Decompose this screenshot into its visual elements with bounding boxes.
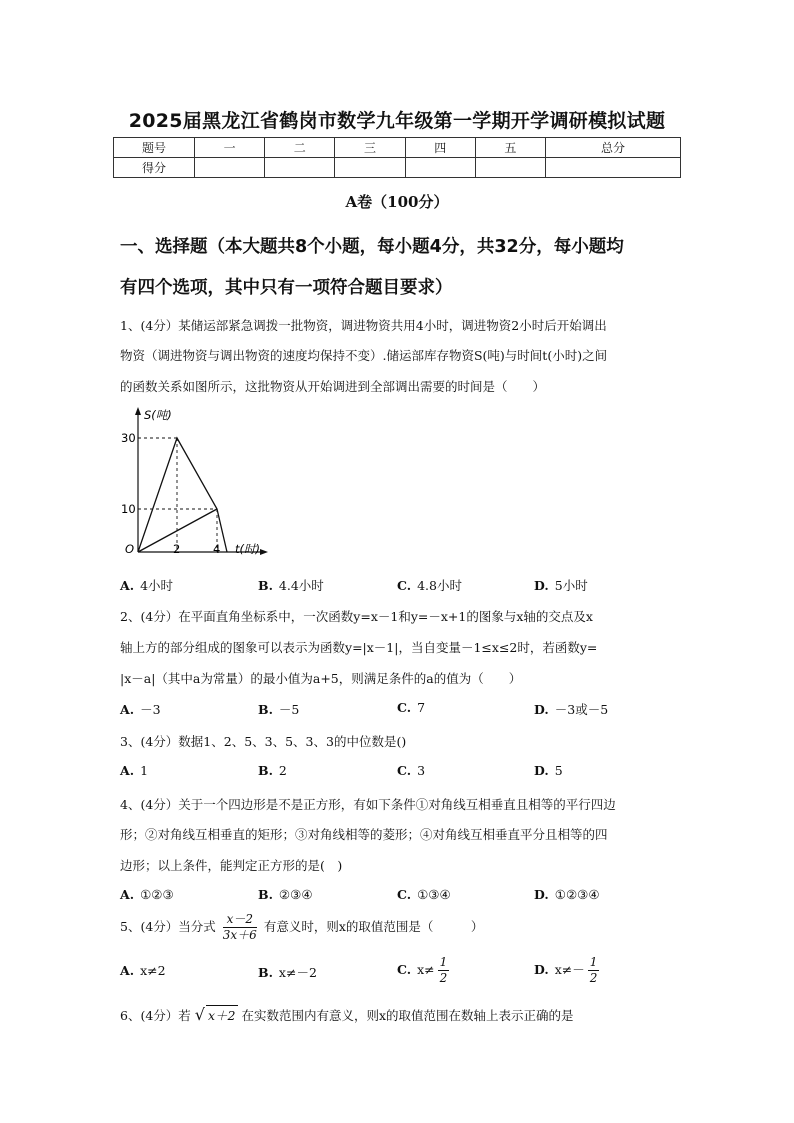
sqrt-radicand: x＋2 bbox=[206, 1005, 238, 1024]
question-2-options bbox=[120, 700, 680, 720]
option-text: 4小时 bbox=[140, 578, 174, 593]
option-c: C. 4.8小时 bbox=[397, 578, 462, 593]
y-axis-arrow-icon bbox=[135, 407, 141, 415]
option-text: ①②③④ bbox=[554, 887, 600, 902]
option-text: 4.4小时 bbox=[278, 578, 324, 593]
option-fraction bbox=[588, 955, 600, 986]
score-blank bbox=[475, 158, 545, 178]
option-text: 5 bbox=[554, 763, 563, 778]
score-blank bbox=[546, 158, 681, 178]
question-6-line bbox=[120, 1005, 574, 1024]
option-text: 2 bbox=[278, 763, 287, 778]
option-a: A. x≠2 bbox=[120, 963, 166, 978]
score-blank bbox=[335, 158, 405, 178]
question-1-line: 1、(4分）某储运部紧急调拨一批物资，调进物资共用4小时，调进物资2小时后开始调出 bbox=[120, 318, 607, 333]
option-d: D. ①②③④ bbox=[534, 887, 600, 902]
score-cell: 一 bbox=[195, 138, 265, 158]
option-text: －3 bbox=[140, 702, 161, 717]
fraction-numerator: x－2 bbox=[223, 912, 257, 928]
sqrt-icon: √ bbox=[194, 1005, 205, 1024]
option-b: B. ②③④ bbox=[258, 887, 313, 902]
question-5-fraction bbox=[223, 912, 257, 943]
x-tick-label: 2 bbox=[173, 542, 181, 556]
question-2-line: 2、(4分）在平面直角坐标系中，一次函数y=x－1和y=－x+1的图象与x轴的交点及x bbox=[120, 609, 593, 624]
option-text: 5小时 bbox=[554, 578, 588, 593]
option-d: D. x≠－ $\frac{1}{2}$ bbox=[534, 955, 598, 985]
option-text: 1 bbox=[140, 763, 149, 778]
question-6-suffix: 在实数范围内有意义，则x的取值范围在数轴上表示正确的是 bbox=[241, 1008, 574, 1023]
fraction-denominator: 2 bbox=[589, 971, 598, 985]
option-b: B. 2 bbox=[258, 763, 287, 778]
option-c: C. ①③④ bbox=[397, 887, 451, 902]
option-c: C. 7 bbox=[397, 700, 426, 715]
question-2-line: |x－a|（其中a为常量）的最小值为a+5，则满足条件的a的值为（ ） bbox=[120, 671, 522, 686]
fraction-denominator: 3x＋6 bbox=[222, 928, 257, 942]
option-text: ②③④ bbox=[278, 887, 313, 902]
question-2-line: 轴上方的部分组成的图象可以表示为函数y=|x－1|，当自变量－1≤x≤2时，若函数y= bbox=[120, 640, 598, 655]
option-text: 3 bbox=[417, 763, 426, 778]
option-d: D. 5小时 bbox=[534, 578, 588, 593]
option-text: 7 bbox=[417, 700, 426, 715]
question-5-prefix: 5、(4分）当分式 bbox=[120, 919, 216, 934]
fraction-denominator: 2 bbox=[439, 971, 448, 985]
question-1-line: 物资（调进物资与调出物资的速度均保持不变）.储运部库存物资S(吨)与时间t(小时)之间 bbox=[120, 348, 608, 363]
option-text: x≠－ bbox=[554, 962, 585, 977]
option-text: x≠2 bbox=[140, 963, 166, 978]
question-4-line: 形；②对角线互相垂直的矩形；③对角线相等的菱形；④对角线互相垂直平分且相等的四 bbox=[120, 827, 608, 842]
option-text: x≠ bbox=[417, 962, 435, 977]
option-c: C. 3 bbox=[397, 763, 426, 778]
question-5-options bbox=[120, 955, 680, 987]
score-table-score-row bbox=[114, 158, 681, 178]
y-axis-label: S(吨) bbox=[144, 408, 172, 422]
option-a: A. －3 bbox=[120, 702, 161, 717]
question-4-line: 边形；以上条件，能判定正方形的是( ) bbox=[120, 858, 343, 873]
option-text: 4.8小时 bbox=[417, 578, 462, 593]
option-a: A. ①②③ bbox=[120, 887, 174, 902]
option-fraction bbox=[438, 955, 450, 986]
option-b: B. 4.4小时 bbox=[258, 578, 324, 593]
option-d: D. －3或－5 bbox=[534, 702, 609, 717]
y-tick-label: 10 bbox=[121, 502, 136, 516]
score-cell: 题号 bbox=[114, 138, 195, 158]
question-5-line bbox=[120, 912, 483, 943]
score-cell: 总分 bbox=[546, 138, 681, 158]
question-6-prefix: 6、(4分）若 bbox=[120, 1008, 191, 1023]
question-1-graph bbox=[113, 404, 283, 559]
option-b: B. －5 bbox=[258, 702, 300, 717]
exam-title: 2025届黑龙江省鹤岗市数学九年级第一学期开学调研模拟试题 bbox=[128, 110, 666, 132]
question-4-line: 4、(4分）关于一个四边形是不是正方形，有如下条件①对角线互相垂直且相等的平行四边 bbox=[120, 797, 616, 812]
x-tick-label: 4 bbox=[213, 542, 221, 556]
y-tick-label: 30 bbox=[121, 431, 136, 445]
option-b: B. x≠－2 bbox=[258, 965, 317, 980]
x-axis-arrow-icon bbox=[260, 549, 268, 555]
option-d: D. 5 bbox=[534, 763, 563, 778]
question-3-line: 3、(4分）数据1、2、5、3、5、3、3的中位数是() bbox=[120, 734, 407, 749]
score-table bbox=[113, 137, 681, 178]
score-cell: 四 bbox=[405, 138, 475, 158]
question-3-options bbox=[120, 763, 680, 783]
score-blank bbox=[195, 158, 265, 178]
option-a: A. 4小时 bbox=[120, 578, 174, 593]
option-text: ①②③ bbox=[140, 887, 174, 902]
x-axis-label: t(时) bbox=[235, 542, 260, 556]
question-5-suffix: 有意义时，则x的取值范围是（ ） bbox=[263, 919, 484, 934]
option-a: A. 1 bbox=[120, 763, 149, 778]
fraction-numerator: 1 bbox=[589, 955, 598, 969]
score-blank bbox=[405, 158, 475, 178]
score-blank bbox=[265, 158, 335, 178]
function-graph-line bbox=[138, 438, 227, 552]
option-text: x≠－2 bbox=[278, 965, 317, 980]
option-text: －5 bbox=[278, 702, 300, 717]
part-heading-line: 有四个选项，其中只有一项符合题目要求） bbox=[120, 278, 453, 298]
score-table-header-row bbox=[114, 138, 681, 158]
section-title: A卷（100分） bbox=[345, 193, 449, 211]
fraction-numerator: 1 bbox=[439, 955, 448, 969]
question-1-options bbox=[120, 576, 680, 596]
option-text: ①③④ bbox=[417, 887, 451, 902]
score-cell: 得分 bbox=[114, 158, 195, 178]
origin-label: O bbox=[125, 542, 135, 556]
score-cell: 三 bbox=[335, 138, 405, 158]
score-cell: 五 bbox=[475, 138, 545, 158]
score-cell: 二 bbox=[265, 138, 335, 158]
option-text: －3或－5 bbox=[554, 702, 609, 717]
question-1-line: 的函数关系如图所示，这批物资从开始调进到全部调出需要的时间是（ ） bbox=[120, 379, 546, 394]
option-c: C. x≠ $\frac{1}{2}$ bbox=[397, 955, 448, 985]
question-4-options bbox=[120, 887, 680, 907]
part-heading-line: 一、选择题（本大题共8个小题，每小题4分，共32分，每小题均 bbox=[120, 237, 624, 257]
